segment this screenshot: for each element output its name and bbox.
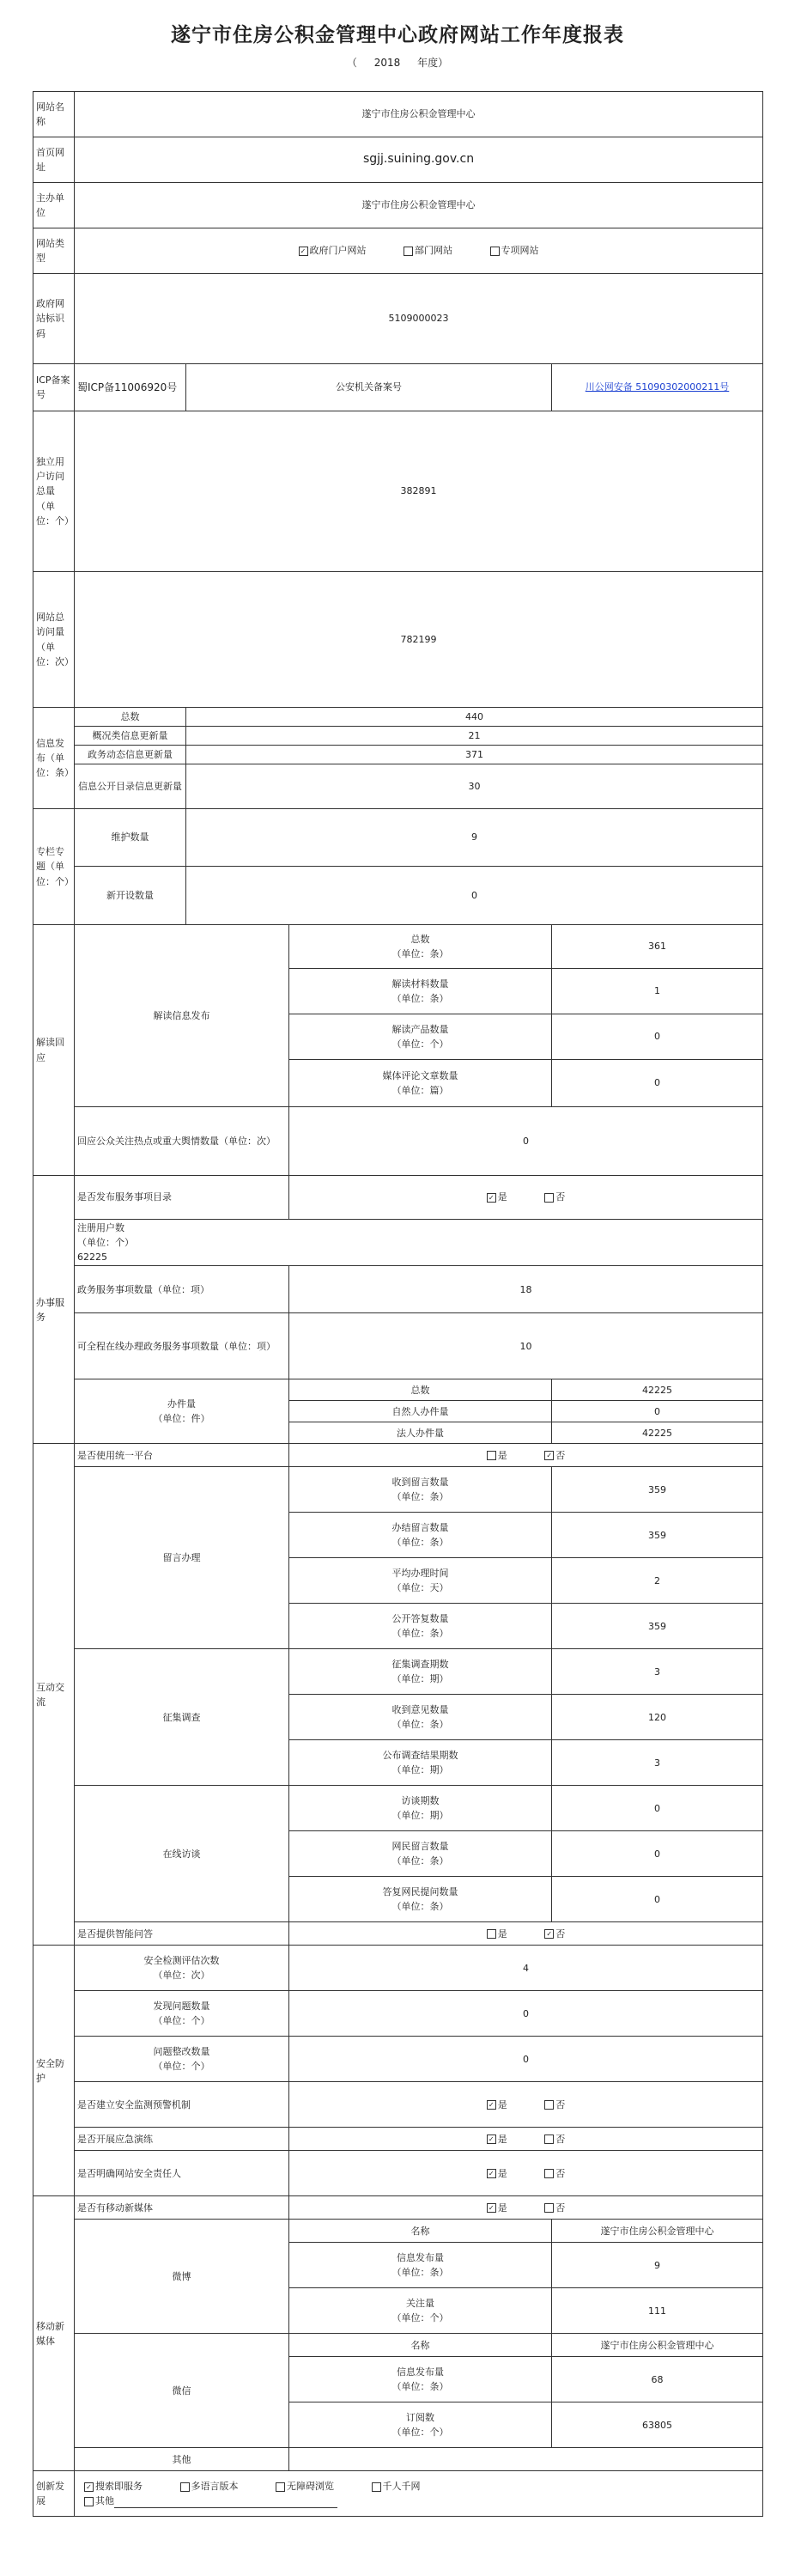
checkbox-icon[interactable] (544, 2100, 554, 2110)
info-row-label: 政务动态信息更新量 (75, 746, 186, 764)
innovation-option-accessible[interactable]: 无障碍浏览 (276, 2479, 334, 2494)
row-site-name (33, 92, 763, 137)
topic-row-label: 维护数量 (75, 809, 186, 867)
survey-row-value: 3 (552, 1649, 763, 1695)
info-row-value: 30 (186, 764, 763, 809)
checkbox-icon[interactable]: ✓ (487, 2203, 496, 2213)
message-row-label: 办结留言数量 （单位：条） (289, 1513, 552, 1558)
handle-row-label: 法人办件量 (289, 1422, 552, 1444)
host-value: 遂宁市住房公积金管理中心 (75, 183, 763, 228)
service-users-row (33, 1220, 763, 1266)
online-row-label: 访谈期数 （单位：期） (289, 1786, 552, 1831)
security-yes[interactable]: ✓ 是 (487, 2166, 507, 2181)
type-option-department[interactable]: 部门网站 (404, 243, 452, 258)
checkbox-icon[interactable] (404, 247, 413, 256)
pv-value: 782199 (75, 572, 763, 708)
row-unique-visitors (33, 411, 763, 572)
platform-no[interactable]: ✓ 否 (544, 1448, 565, 1463)
page-title: 遂宁市住房公积金管理中心政府网站工作年度报表 (171, 24, 624, 46)
service-publish-yes[interactable]: ✓ 是 (487, 1190, 507, 1204)
service-publish-no[interactable]: 否 (544, 1190, 565, 1204)
security-row-label: 问题整改数量 （单位：个） (75, 2037, 289, 2082)
checkbox-icon[interactable] (490, 247, 500, 256)
row-site-id (33, 274, 763, 364)
message-row-value: 2 (552, 1558, 763, 1604)
smart-row (33, 1922, 763, 1946)
security-row (33, 1946, 763, 1991)
innovation-row (33, 2471, 763, 2517)
site-type-options (75, 228, 763, 274)
mobile-other-row (33, 2448, 763, 2471)
security-no[interactable]: 否 (544, 2166, 565, 2181)
uv-value: 382891 (75, 411, 763, 572)
icp-value: 蜀ICP备11006920号 (75, 364, 186, 411)
wechat-row-value: 63805 (552, 2402, 763, 2448)
wechat-row-value: 68 (552, 2357, 763, 2402)
security-yn-options (289, 2128, 763, 2151)
respond-label: 回应公众关注热点或重大舆情数量（单位：次） (75, 1107, 289, 1176)
checkbox-icon[interactable]: ✓ (487, 2169, 496, 2178)
service-users-cell (75, 1220, 763, 1266)
pv-label: 网站总访问量（单位：次） (33, 572, 75, 708)
platform-options (289, 1444, 763, 1467)
mobile-has-label: 是否有移动新媒体 (75, 2196, 289, 2220)
security-yes[interactable]: ✓ 是 (487, 2132, 507, 2147)
topic-row (33, 809, 763, 867)
innovation-options (75, 2471, 763, 2517)
checkbox-icon[interactable] (372, 2482, 381, 2492)
interpret-row-label: 解读产品数量 （单位：个） (289, 1014, 552, 1060)
wechat-row (33, 2334, 763, 2357)
mobile-other-label: 其他 (75, 2448, 289, 2471)
handle-row-label: 自然人办件量 (289, 1401, 552, 1422)
service-items-value: 18 (289, 1266, 763, 1313)
info-row (33, 764, 763, 809)
handle-row-value: 42225 (552, 1379, 763, 1401)
innovation-option-search[interactable]: ✓ 搜索即服务 (84, 2479, 143, 2494)
topic-row-value: 9 (186, 809, 763, 867)
handle-row-label: 总数 (289, 1379, 552, 1401)
security-no[interactable]: 否 (544, 2132, 565, 2147)
site-id-value: 5109000023 (75, 274, 763, 364)
weibo-row-label: 信息发布量 （单位：条） (289, 2243, 552, 2288)
security-row (33, 1991, 763, 2037)
innovation-other-line (77, 2494, 760, 2508)
interpret-row-label: 解读材料数量 （单位：条） (289, 969, 552, 1014)
row-home-url (33, 137, 763, 183)
security-yn-options (289, 2082, 763, 2128)
survey-label: 征集调查 (75, 1649, 289, 1786)
mobile-yes[interactable]: ✓ 是 (487, 2201, 507, 2215)
security-no[interactable]: 否 (544, 2098, 565, 2112)
smart-no[interactable]: ✓ 否 (544, 1927, 565, 1941)
handle-row-value: 0 (552, 1401, 763, 1422)
mobile-has-row (33, 2196, 763, 2220)
checkbox-icon[interactable]: ✓ (487, 2134, 496, 2144)
survey-row-label: 收到意见数量 （单位：条） (289, 1695, 552, 1740)
wechat-label: 微信 (75, 2334, 289, 2448)
online-label: 在线访谈 (75, 1786, 289, 1922)
weibo-row-label: 关注量 （单位：个） (289, 2288, 552, 2334)
mobile-no[interactable]: 否 (544, 2201, 565, 2215)
year-label: 年度） (417, 57, 449, 69)
interpret-row-label: 媒体评论文章数量 （单位：篇） (289, 1060, 552, 1107)
year-value: 2018 (373, 57, 401, 69)
weibo-row-value: 9 (552, 2243, 763, 2288)
info-row-label: 信息公开目录信息更新量 (75, 764, 186, 809)
topic-row (33, 867, 763, 925)
checkbox-icon[interactable] (544, 2203, 554, 2213)
site-id-label: 政府网站标识码 (33, 274, 75, 364)
site-name-value: 遂宁市住房公积金管理中心 (75, 92, 763, 137)
service-publish-label: 是否发布服务事项目录 (75, 1176, 289, 1220)
topics-group-label: 专栏专题（单位：个） (33, 809, 75, 925)
service-online-label: 可全程在线办理政务服务事项数量（单位：项） (75, 1313, 289, 1379)
checkbox-icon[interactable] (487, 1451, 496, 1460)
survey-row-label: 公布调查结果期数 （单位：期） (289, 1740, 552, 1786)
weibo-row-label: 名称 (289, 2220, 552, 2243)
checkbox-icon[interactable]: ✓ (487, 2100, 496, 2110)
type-option-portal[interactable]: ✓ 政府门户网站 (299, 243, 367, 258)
online-row-value: 0 (552, 1831, 763, 1877)
message-row-label: 公开答复数量 （单位：条） (289, 1604, 552, 1649)
respond-value: 0 (289, 1107, 763, 1176)
interact-group-label: 互动交流 (33, 1444, 75, 1946)
icp-label: ICP备案号 (33, 364, 75, 411)
survey-row (33, 1649, 763, 1695)
security-row-value: 0 (289, 2037, 763, 2082)
handle-row-value: 42225 (552, 1422, 763, 1444)
security-row-value: 4 (289, 1946, 763, 1991)
row-icp (33, 364, 763, 411)
service-users-label: 注册用户数 （单位：个） (77, 1222, 134, 1249)
weibo-row-value: 遂宁市住房公积金管理中心 (552, 2220, 763, 2243)
innovation-option-personalized[interactable]: 千人千网 (372, 2479, 421, 2494)
security-yn-label: 是否建立安全监测预警机制 (75, 2082, 289, 2128)
report-table (33, 91, 763, 2517)
message-row-label: 平均办理时间 （单位：天） (289, 1558, 552, 1604)
security-yes[interactable]: ✓ 是 (487, 2098, 507, 2112)
interpret-row-label: 总数 （单位：条） (289, 925, 552, 969)
innovation-group-label: 创新发展 (33, 2471, 75, 2517)
home-url-value: sgjj.suining.gov.cn (75, 137, 763, 183)
message-row-value: 359 (552, 1604, 763, 1649)
info-row-value: 371 (186, 746, 763, 764)
security-yn-label: 是否明确网站安全责任人 (75, 2151, 289, 2196)
police-label: 公安机关备案号 (186, 364, 552, 411)
interpret-row-value: 0 (552, 1014, 763, 1060)
survey-row-value: 120 (552, 1695, 763, 1740)
security-yn-label: 是否开展应急演练 (75, 2128, 289, 2151)
online-row-value: 0 (552, 1786, 763, 1831)
wechat-row-value: 遂宁市住房公积金管理中心 (552, 2334, 763, 2357)
smart-options (289, 1922, 763, 1946)
online-row-label: 网民留言数量 （单位：条） (289, 1831, 552, 1877)
security-row (33, 2037, 763, 2082)
message-row-value: 359 (552, 1513, 763, 1558)
security-group-label: 安全防护 (33, 1946, 75, 2196)
security-yn-options (289, 2151, 763, 2196)
service-online-row (33, 1313, 763, 1379)
security-row-value: 0 (289, 1991, 763, 2037)
message-row-value: 359 (552, 1467, 763, 1513)
online-row (33, 1786, 763, 1831)
info-group-label: 信息发布（单位：条） (33, 708, 75, 809)
home-url-label: 首页网址 (33, 137, 75, 183)
interpret-group-label: 解读回应 (33, 925, 75, 1176)
type-option-special[interactable]: 专项网站 (490, 243, 539, 258)
interpret-row (33, 925, 763, 969)
checkbox-icon[interactable] (276, 2482, 285, 2492)
checkbox-icon[interactable] (487, 1929, 496, 1939)
site-type-label: 网站类型 (33, 228, 75, 274)
uv-label: 独立用户访问总量（单位：个） (33, 411, 75, 572)
police-record-link[interactable]: 川公网安备 51090302000211号 (585, 381, 730, 393)
checkbox-icon[interactable] (544, 2169, 554, 2178)
service-publish-options (289, 1176, 763, 1220)
service-items-row (33, 1266, 763, 1313)
info-row (33, 708, 763, 727)
service-publish-row (33, 1176, 763, 1220)
site-name-label: 网站名称 (33, 92, 75, 137)
info-row (33, 727, 763, 746)
survey-row-value: 3 (552, 1740, 763, 1786)
checkbox-icon[interactable] (84, 2497, 94, 2506)
service-users-value: 62225 (77, 1251, 107, 1264)
mobile-other-value (289, 2448, 763, 2471)
service-items-label: 政务服务事项数量（单位：项） (75, 1266, 289, 1313)
info-row-value: 21 (186, 727, 763, 746)
security-row-label: 安全检测评估次数 （单位：次） (75, 1946, 289, 1991)
mobile-has-options (289, 2196, 763, 2220)
handle-row (33, 1379, 763, 1401)
innovation-option-multilang[interactable]: 多语言版本 (180, 2479, 239, 2494)
interpret-sub-label: 解读信息发布 (75, 925, 289, 1107)
smart-yes[interactable]: 是 (487, 1927, 507, 1941)
interpret-row-value: 1 (552, 969, 763, 1014)
police-value (552, 364, 763, 411)
topic-row-value: 0 (186, 867, 763, 925)
wechat-row-label: 订阅数 （单位：个） (289, 2402, 552, 2448)
checkbox-icon[interactable]: ✓ (544, 1929, 554, 1939)
respond-row (33, 1107, 763, 1176)
checkbox-icon[interactable]: ✓ (299, 247, 308, 256)
other-input-line[interactable] (114, 2499, 337, 2508)
innovation-options-line (77, 2479, 760, 2494)
security-yn-row (33, 2128, 763, 2151)
service-online-value: 10 (289, 1313, 763, 1379)
row-host (33, 183, 763, 228)
smart-label: 是否提供智能问答 (75, 1922, 289, 1946)
topic-row-label: 新开设数量 (75, 867, 186, 925)
host-label: 主办单位 (33, 183, 75, 228)
security-row-label: 发现问题数量 （单位：个） (75, 1991, 289, 2037)
checkbox-icon[interactable] (544, 1193, 554, 1203)
report-year (0, 55, 795, 70)
weibo-row-value: 111 (552, 2288, 763, 2334)
security-yn-row (33, 2151, 763, 2196)
weibo-label: 微博 (75, 2220, 289, 2334)
info-row-label: 总数 (75, 708, 186, 727)
security-yn-row (33, 2082, 763, 2128)
checkbox-icon[interactable]: ✓ (84, 2482, 94, 2492)
online-row-label: 答复网民提问数量 （单位：条） (289, 1877, 552, 1922)
wechat-row-label: 信息发布量 （单位：条） (289, 2357, 552, 2402)
handle-label: 办件量 （单位：件） (75, 1379, 289, 1444)
interpret-row-value: 0 (552, 1060, 763, 1107)
service-group-label: 办事服务 (33, 1176, 75, 1444)
online-row-value: 0 (552, 1877, 763, 1922)
platform-yes[interactable]: 是 (487, 1448, 507, 1463)
platform-label: 是否使用统一平台 (75, 1444, 289, 1467)
checkbox-icon[interactable] (544, 2134, 554, 2144)
survey-row-label: 征集调查期数 （单位：期） (289, 1649, 552, 1695)
info-row-label: 概况类信息更新量 (75, 727, 186, 746)
checkbox-icon[interactable]: ✓ (544, 1451, 554, 1460)
message-row (33, 1467, 763, 1513)
message-label: 留言办理 (75, 1467, 289, 1649)
interpret-row-value: 361 (552, 925, 763, 969)
row-page-views (33, 572, 763, 708)
message-row-label: 收到留言数量 （单位：条） (289, 1467, 552, 1513)
year-open-paren: （ (346, 57, 357, 69)
weibo-row (33, 2220, 763, 2243)
info-row (33, 746, 763, 764)
innovation-option-other[interactable]: 其他 (84, 2494, 337, 2508)
wechat-row-label: 名称 (289, 2334, 552, 2357)
info-row-value: 440 (186, 708, 763, 727)
mobile-group-label: 移动新媒体 (33, 2196, 75, 2471)
checkbox-icon[interactable]: ✓ (487, 1193, 496, 1203)
checkbox-icon[interactable] (180, 2482, 190, 2492)
platform-row (33, 1444, 763, 1467)
row-site-type (33, 228, 763, 274)
